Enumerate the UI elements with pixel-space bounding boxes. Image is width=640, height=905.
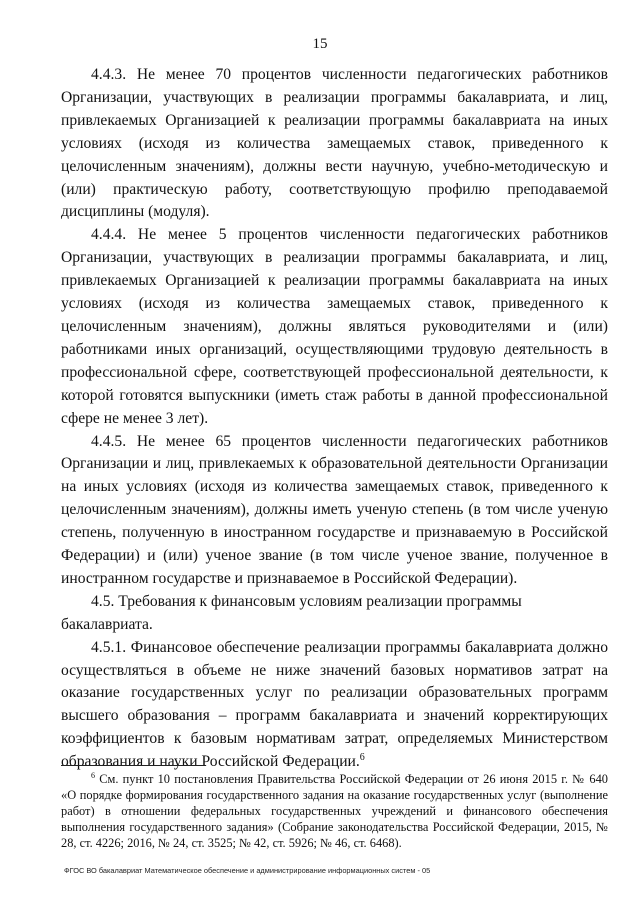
footnote-separator: [61, 765, 206, 766]
section-heading-4-5: 4.5. Требования к финансовым условиям реализации программы бакалавриата.: [61, 592, 522, 633]
paragraph-4-4-4: 4.4.4. Не менее 5 процентов численности педагогических работников Организации, участвующих в реализации программы бакалавриата, и лиц, привлекаемых Организацией к реализации программы бакалавриата на иных условиях (исходя из количества замещаемых ставок, приведенного к целочисленным значениям), должны являться руководителями и (или) работниками иных организаций, осуществляющими трудовую деятельность в профессиональной сфере, соответствующей профессиональной деятельности, к которой готовятся выпускники (иметь стаж работы в данной профессиональной сфере не менее 3 лет).: [61, 226, 608, 427]
page-footer: ФГОС ВО бакалавриат Математическое обеспечение и администрирование информационных систем - 05: [64, 866, 431, 875]
footnote-text: См. пункт 10 постановления Правительства Российской Федерации от 26 июня 2015 г. № 640 «О порядке формирования государственного задания на оказание государственных услуг (выполнение работ) в отношении федеральных государственных учреждений и финансового обеспечения выполнения государственного задания» (Собрание законодательства Российской Федерации, 2015, № 28, ст. 4226; 2016, № 24, ст. 3525; № 42, ст. 5926; № 46, ст. 6468).: [61, 772, 608, 851]
page-number: 15: [312, 36, 328, 52]
paragraph-4-4-3: 4.4.3. Не менее 70 процентов численности педагогических работников Организации, участвующих в реализации программы бакалавриата, и лиц, привлекаемых Организацией к реализации программы бакалавриата на иных условиях (исходя из количества замещаемых ставок, приведенного к целочисленным значениям), должны вести научную, учебно-методическую и (или) практическую работу, соответствующую профилю преподаваемой дисциплины (модуля).: [61, 66, 608, 221]
footnote-marker: 6: [91, 771, 95, 780]
paragraph-4-4-5: 4.4.5. Не менее 65 процентов численности педагогических работников Организации и лиц, привлекаемых к образовательной деятельности Организации на иных условиях (исходя из количества замещаемых ставок, приведенного к целочисленным значениям), должны иметь ученую степень (в том числе ученую степень, полученную в иностранном государстве и признаваемую в Российской Федерации) и (или) ученое звание (в том числе ученое звание, полученное в иностранном государстве и признаваемое в Российской Федерации).: [61, 432, 608, 587]
paragraph-4-5-1-text: 4.5.1. Финансовое обеспечение реализации программы бакалавриата должно осуществляться в объеме не ниже значений базовых нормативов затрат на оказание государственных услуг по реализации образовательных программ высшего образования – программ бакалавриата и значений корректирующих коэффициентов к базовым нормативам затрат, определяемых Министерством образования и науки Российской Федерации.: [61, 638, 608, 771]
footnote: [61, 768, 608, 851]
document-body: [61, 64, 608, 774]
footnote-reference[interactable]: 6: [359, 752, 365, 763]
paragraph-4-5-1: [61, 637, 608, 774]
